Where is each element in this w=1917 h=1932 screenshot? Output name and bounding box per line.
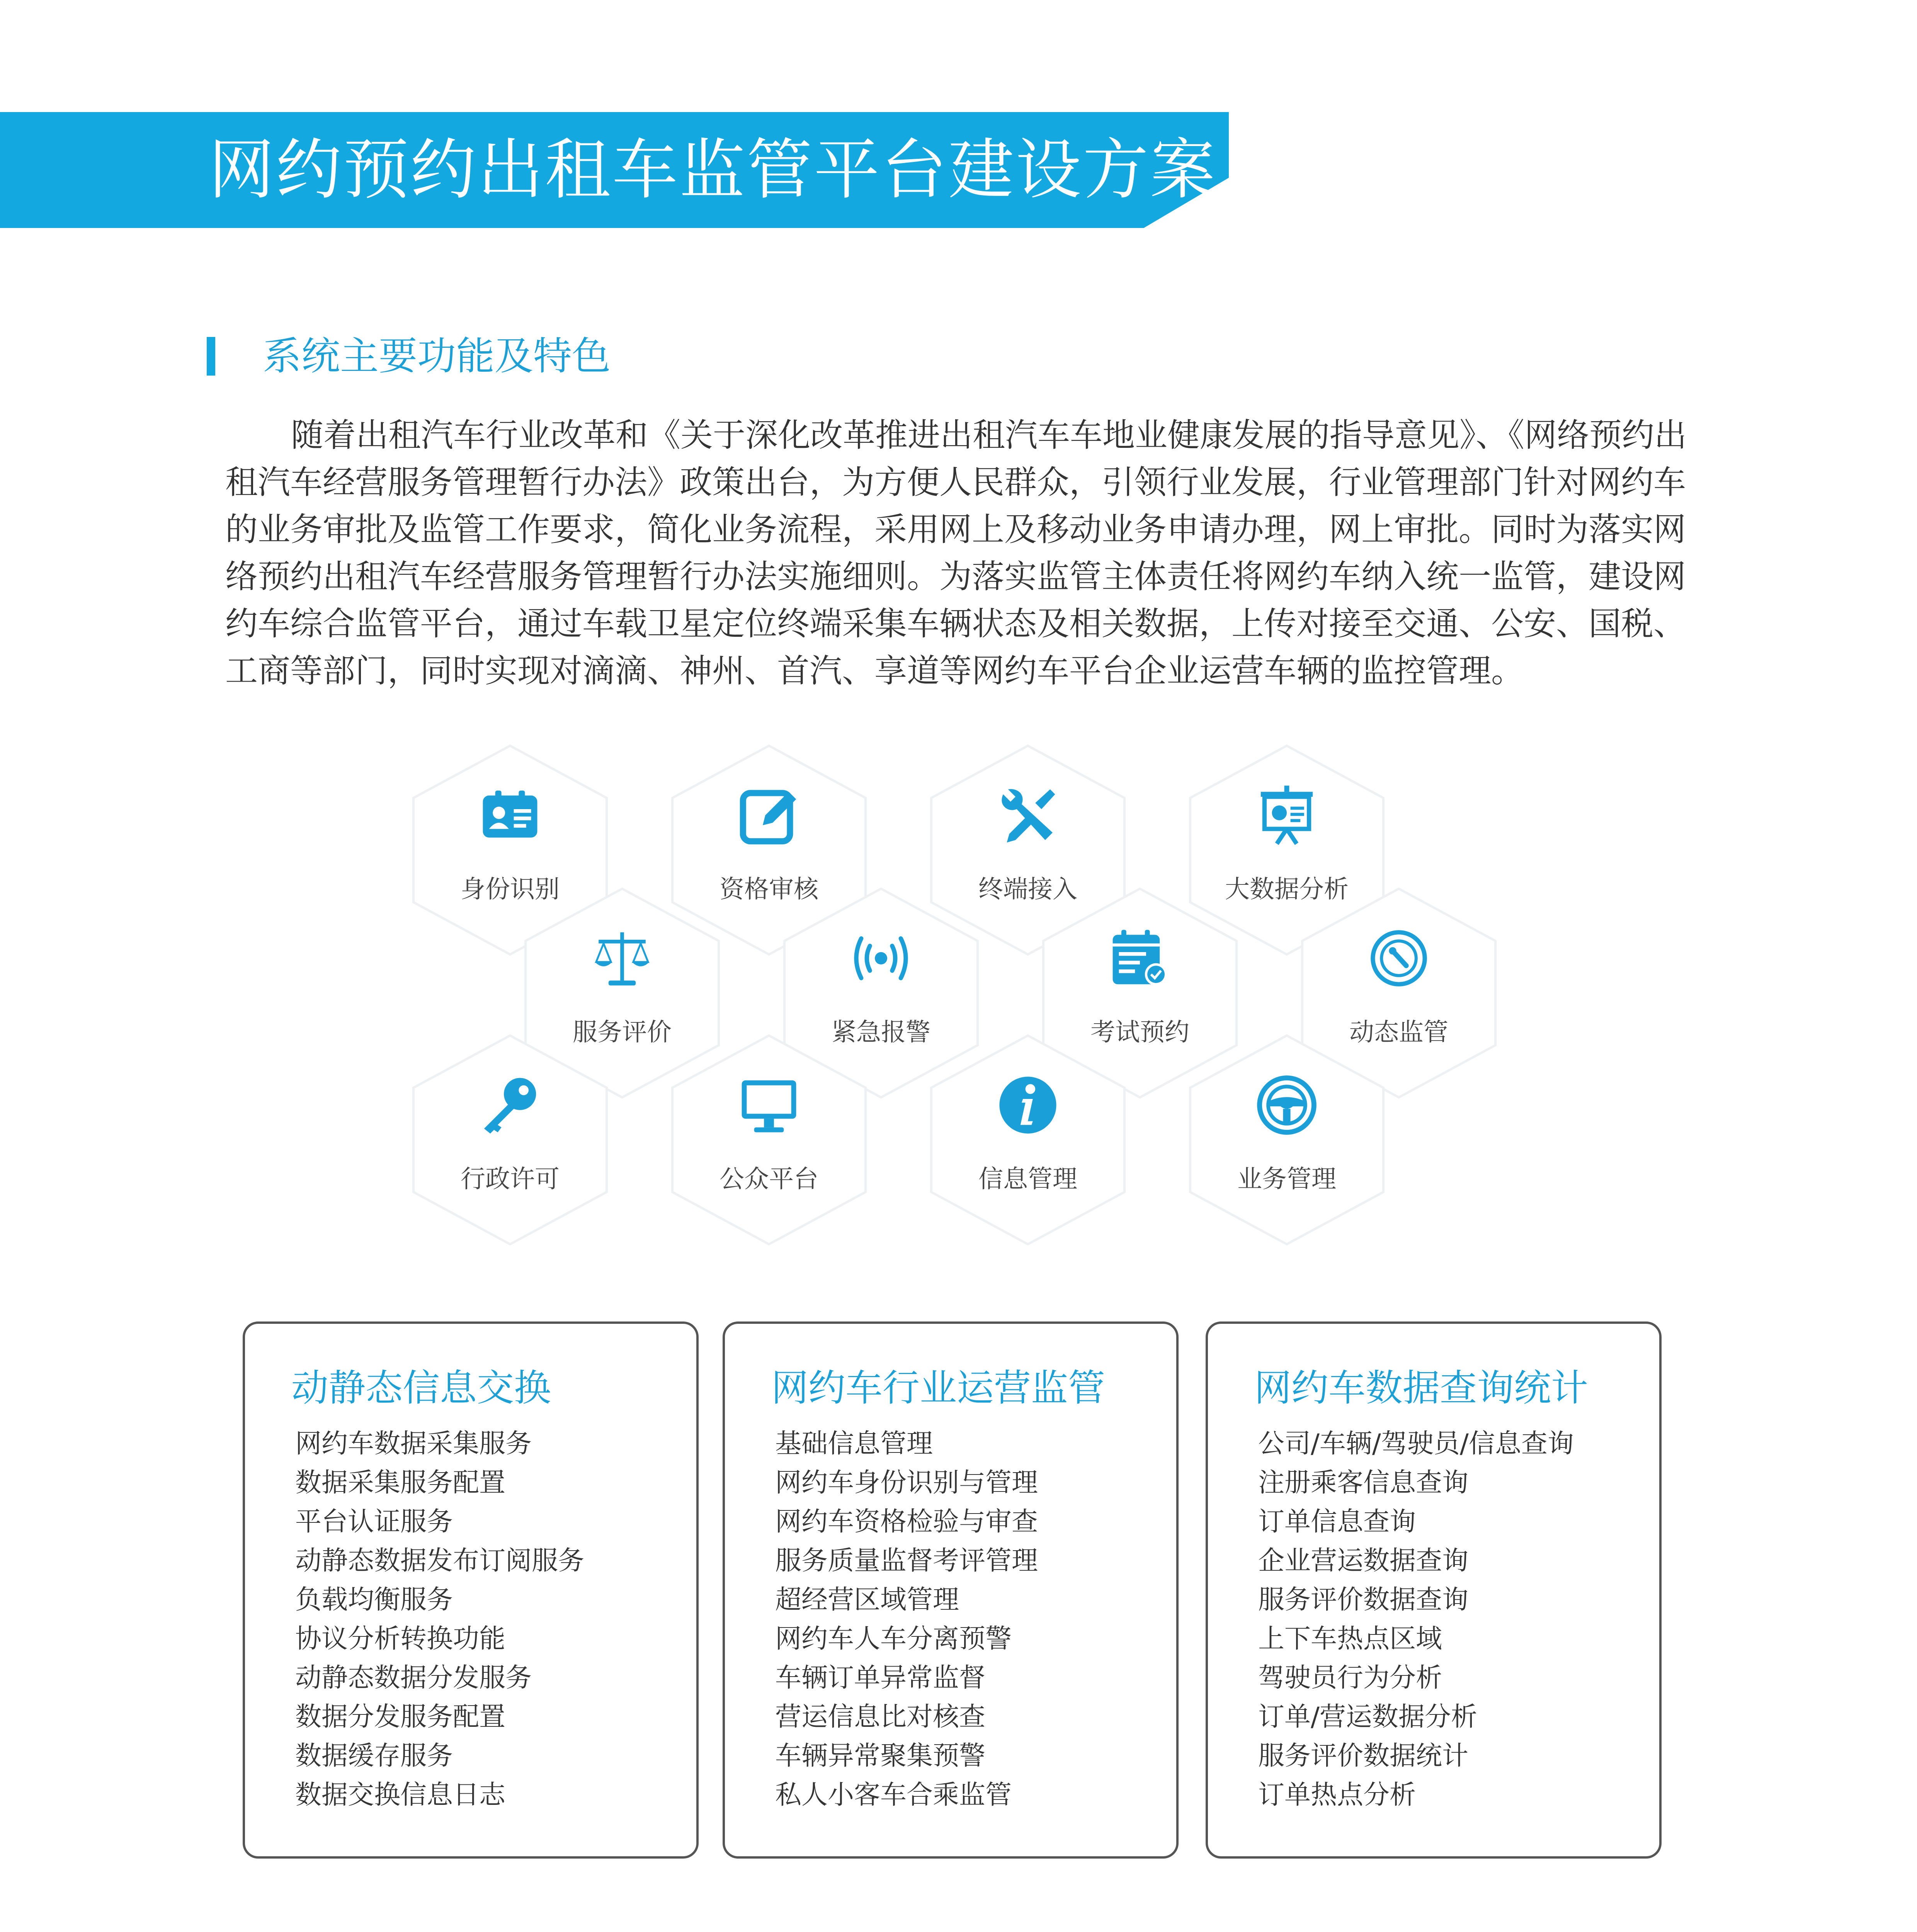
hex-license	[406, 1032, 614, 1248]
list-item: 上下车热点区域	[1258, 1624, 1442, 1654]
hex-label: 业务管理	[1237, 1165, 1336, 1194]
hex-label: 资格审核	[720, 875, 818, 904]
intro-line: 随着出租汽车行业改革和《关于深化改革推进出租汽车车地业健康发展的指导意见》、《网络预约出	[291, 416, 1687, 454]
hex-label: 考试预约	[1090, 1018, 1189, 1047]
steering-wheel-icon	[1256, 1074, 1318, 1136]
feature-box-operations	[723, 1321, 1179, 1859]
hex-public	[665, 1032, 873, 1248]
box-title: 动静态信息交换	[291, 1366, 551, 1410]
list-item: 网约车人车分离预警	[775, 1624, 1012, 1654]
box-list	[1258, 1424, 1574, 1815]
list-item: 数据采集服务配置	[295, 1468, 506, 1498]
feature-box-statistics	[1206, 1321, 1662, 1859]
box-title: 网约车数据查询统计	[1254, 1366, 1588, 1410]
list-item: 负载均衡服务	[295, 1585, 453, 1615]
list-item: 订单热点分析	[1258, 1780, 1416, 1810]
hex-label: 身份识别	[461, 875, 560, 904]
list-item: 动静态数据分发服务	[295, 1663, 532, 1693]
hex-label: 大数据分析	[1225, 875, 1349, 904]
hex-label: 信息管理	[978, 1165, 1077, 1194]
alarm-signal-icon	[850, 927, 912, 989]
intro-line: 约车综合监管平台，通过车载卫星定位终端采集车辆状态及相关数据，上传对接至交通、公安、国税、	[225, 605, 1686, 643]
intro-paragraph	[225, 412, 1794, 694]
list-item: 基础信息管理	[775, 1429, 933, 1459]
list-item: 服务评价数据统计	[1258, 1741, 1469, 1771]
calendar-check-icon	[1109, 927, 1171, 989]
section-marker	[207, 337, 215, 376]
list-item: 网约车资格检验与审查	[775, 1507, 1038, 1537]
intro-line: 的业务审批及监管工作要求，简化业务流程，采用网上及移动业务申请办理，网上审批。同时为落实网	[225, 510, 1686, 548]
hex-info	[924, 1032, 1132, 1248]
id-card-icon	[479, 784, 541, 846]
list-item: 网约车数据采集服务	[295, 1429, 532, 1459]
list-item: 注册乘客信息查询	[1258, 1468, 1469, 1498]
hex-label: 动态监管	[1349, 1018, 1448, 1047]
intro-line: 工商等部门，同时实现对滴滴、神州、首汽、享道等网约车平台企业运营车辆的监控管理。	[225, 652, 1524, 690]
hex-business	[1182, 1032, 1391, 1248]
box-list	[775, 1424, 1038, 1815]
edit-icon	[738, 784, 800, 846]
hex-label: 终端接入	[978, 875, 1077, 904]
list-item: 服务评价数据查询	[1258, 1585, 1469, 1615]
list-item: 企业营运数据查询	[1258, 1546, 1469, 1576]
list-item: 订单信息查询	[1258, 1507, 1416, 1537]
page-title: 网约预约出租车监管平台建设方案	[209, 132, 1218, 208]
list-item: 数据缓存服务	[295, 1741, 453, 1771]
list-item: 车辆订单异常监督	[775, 1663, 986, 1693]
hex-label: 服务评价	[573, 1018, 672, 1047]
tools-icon	[997, 784, 1059, 846]
list-item: 网约车身份识别与管理	[775, 1468, 1038, 1498]
list-item: 数据交换信息日志	[295, 1780, 506, 1810]
list-item: 营运信息比对核查	[775, 1702, 986, 1732]
list-item: 平台认证服务	[295, 1507, 453, 1537]
key-icon	[479, 1074, 541, 1136]
list-item: 驾驶员行为分析	[1258, 1663, 1442, 1693]
intro-line: 络预约出租汽车经营服务管理暂行办法实施细则。为落实监管主体责任将网约车纳入统一监管，建设网	[225, 558, 1686, 595]
dynamic-monitor-icon	[1368, 927, 1430, 989]
info-icon	[997, 1074, 1059, 1136]
scales-icon	[591, 927, 653, 989]
list-item: 服务质量监督考评管理	[775, 1546, 1038, 1576]
list-item: 动静态数据发布订阅服务	[295, 1546, 585, 1576]
intro-line: 租汽车经营服务管理暂行办法》政策出台，为方便人民群众，引领行业发展，行业管理部门针对网约车	[225, 463, 1686, 501]
section-title-features: 系统主要功能及特色	[263, 333, 611, 379]
list-item: 订单/营运数据分析	[1258, 1702, 1477, 1732]
feature-box-exchange	[243, 1321, 699, 1859]
hex-label: 公众平台	[720, 1165, 818, 1194]
list-item: 公司/车辆/驾驶员/信息查询	[1258, 1429, 1574, 1459]
list-item: 车辆异常聚集预警	[775, 1741, 986, 1771]
presentation-chart-icon	[1256, 784, 1318, 846]
list-item: 协议分析转换功能	[295, 1624, 506, 1654]
list-item: 超经营区域管理	[775, 1585, 959, 1615]
monitor-icon	[738, 1074, 800, 1136]
hex-label: 行政许可	[461, 1165, 560, 1194]
box-title: 网约车行业运营监管	[771, 1366, 1105, 1410]
list-item: 数据分发服务配置	[295, 1702, 506, 1732]
list-item: 私人小客车合乘监管	[775, 1780, 1012, 1810]
box-list	[295, 1424, 584, 1815]
hex-label: 紧急报警	[832, 1018, 930, 1047]
